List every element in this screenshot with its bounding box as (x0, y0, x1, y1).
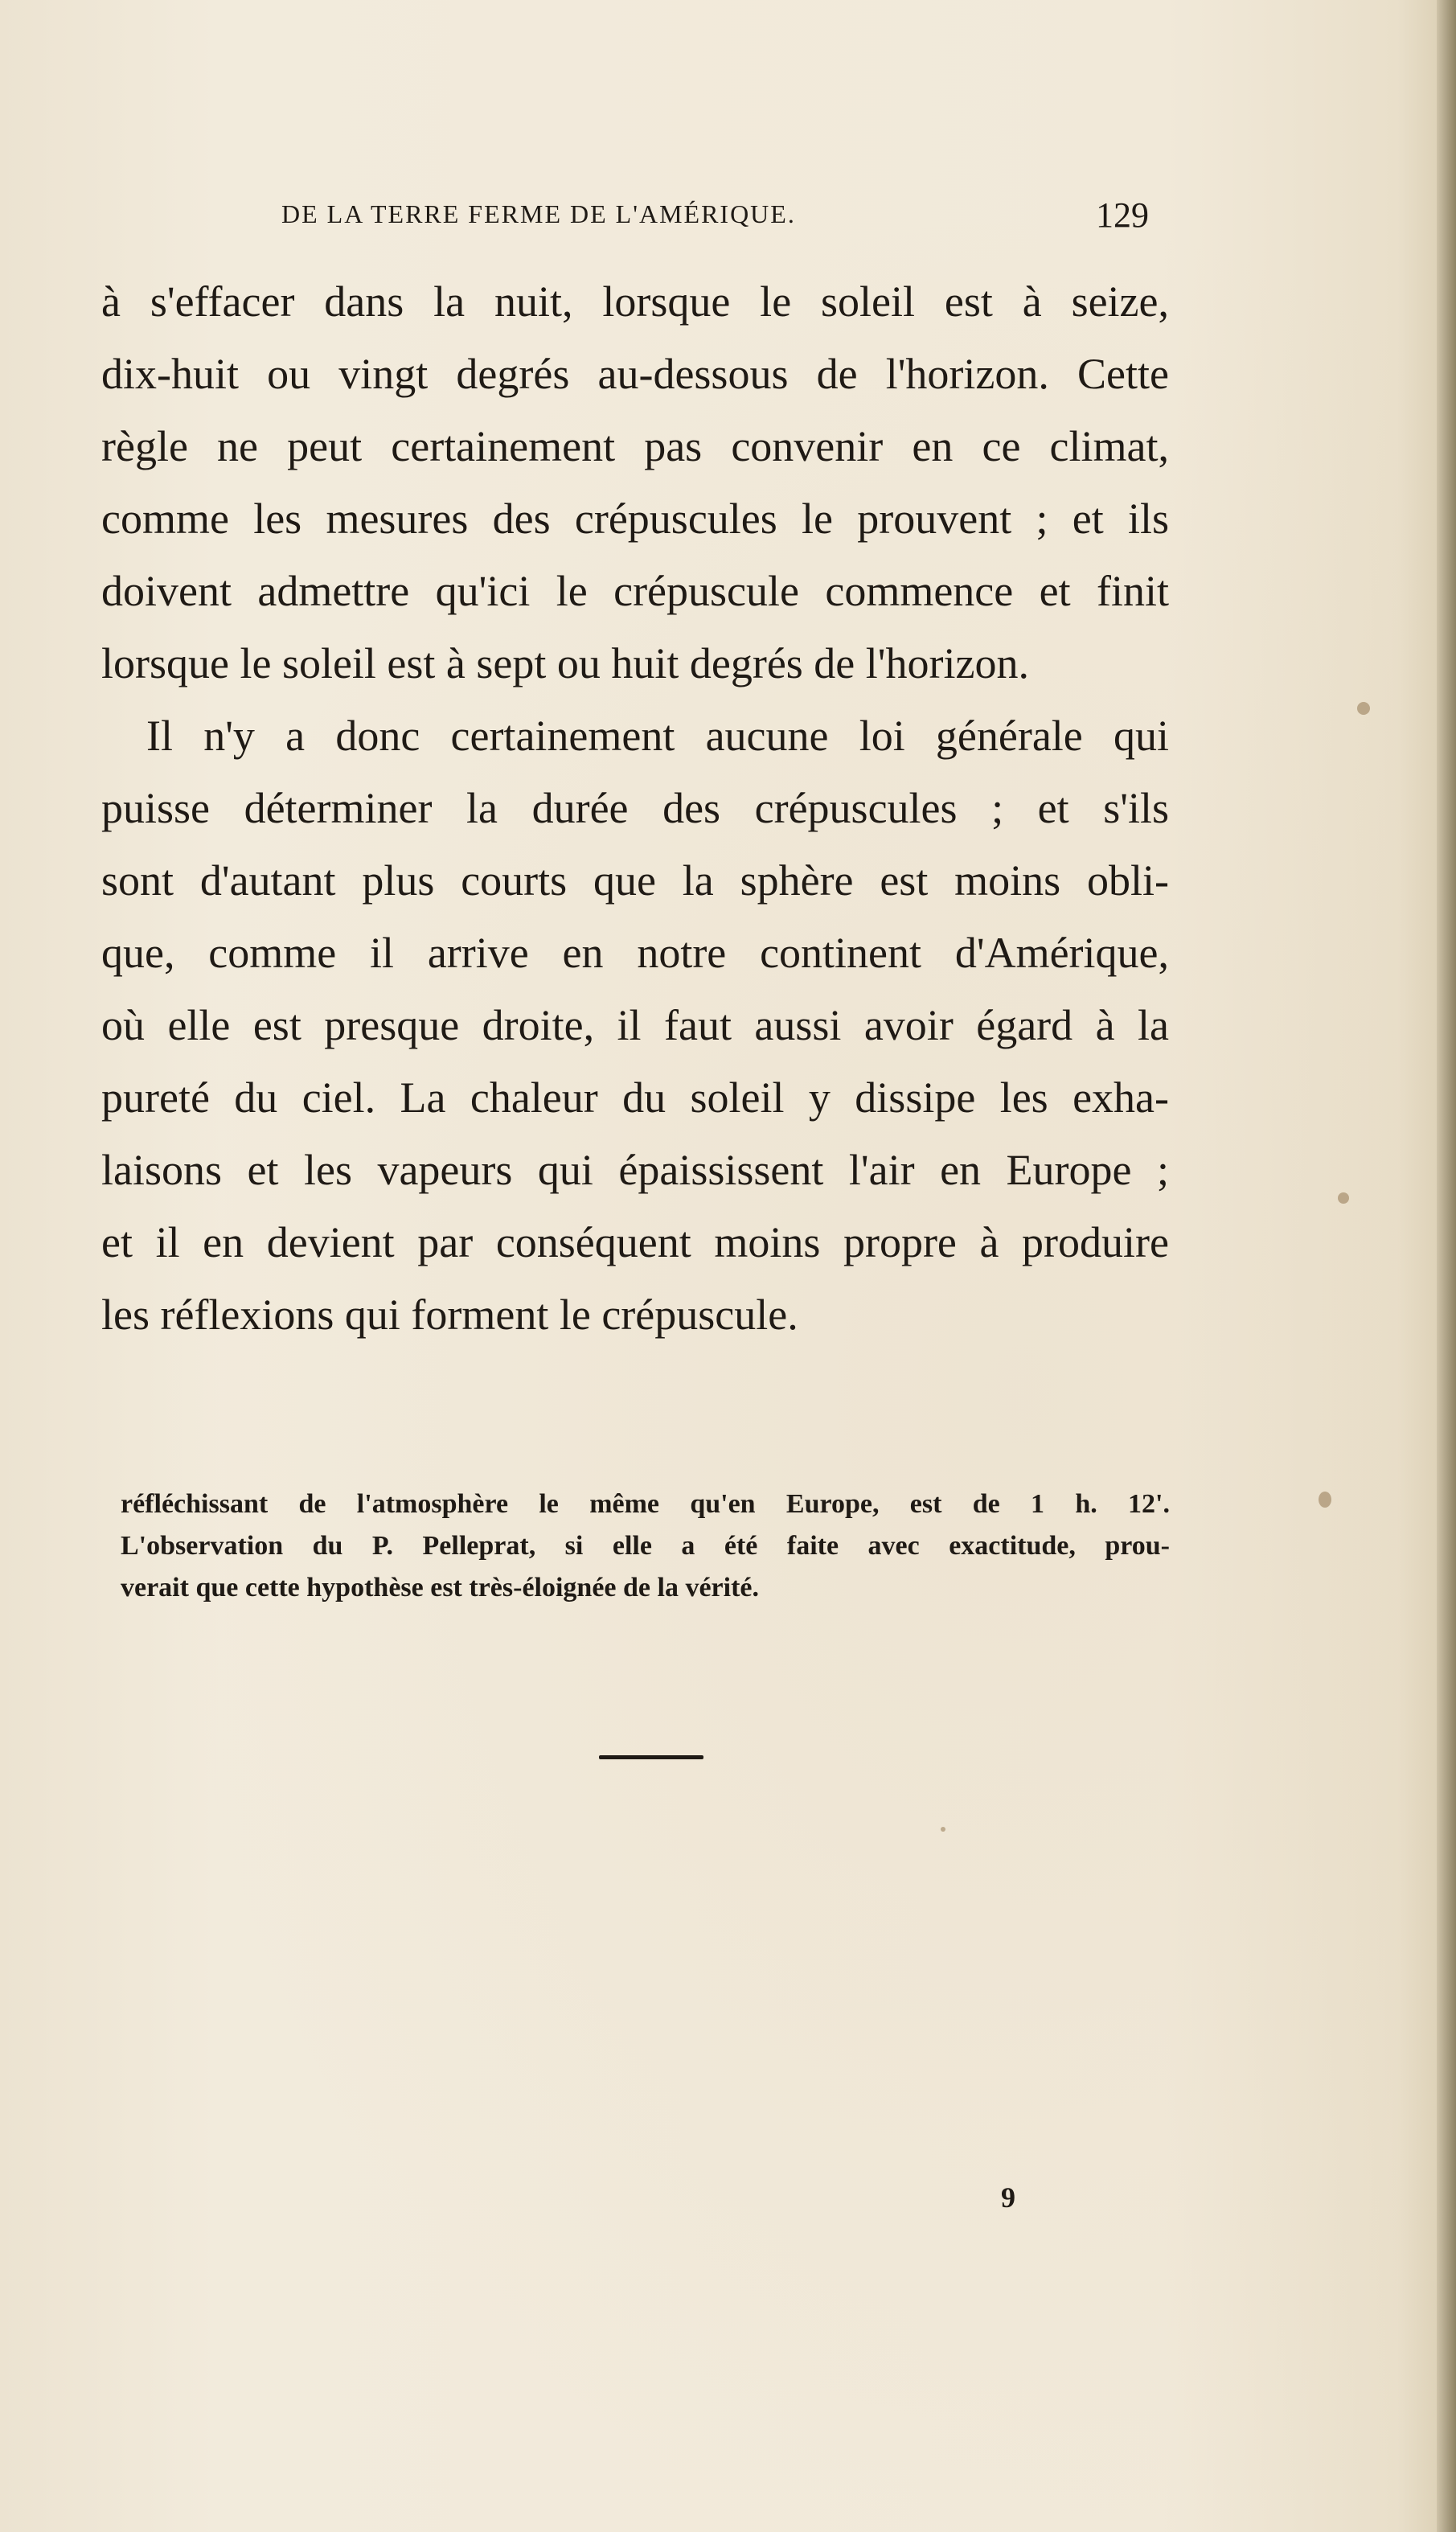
body-line: et il en devient par conséquent moins propre à produire (101, 1218, 1169, 1266)
body-text (101, 265, 1169, 1351)
body-line: comme les mesures des crépuscules le prouvent ; et ils (101, 494, 1169, 543)
body-line: les réflexions qui forment le crépuscule. (101, 1291, 798, 1339)
body-line: laisons et les vapeurs qui épaississent l'air en Europe ; (101, 1146, 1169, 1194)
page-number: 129 (1096, 195, 1149, 235)
body-line: lorsque le soleil est à sept ou huit degrés de l'horizon. (101, 639, 1029, 687)
page-gutter-shadow (1437, 0, 1456, 2532)
body-line: puisse déterminer la durée des crépuscules ; et s'ils (101, 784, 1169, 832)
body-line: dix-huit ou vingt degrés au-dessous de l'horizon. Cette (101, 350, 1169, 398)
body-line: sont d'autant plus courts que la sphère est moins obli- (101, 856, 1169, 905)
body-line: où elle est presque droite, il faut aussi avoir égard à la (101, 1001, 1169, 1049)
footnote-line: verait que cette hypothèse est très-éloignée de la vérité. (121, 1573, 760, 1603)
body-line: à s'effacer dans la nuit, lorsque le soleil est à seize, (101, 277, 1169, 326)
paper-speck (1319, 1492, 1331, 1508)
body-line: que, comme il arrive en notre continent d'Amérique, (101, 929, 1169, 977)
footnote-line: L'observation du P. Pelleprat, si elle a été faite avec exactitude, prou- (121, 1531, 1170, 1561)
paper-speck (1357, 702, 1370, 715)
footnote-line: réfléchissant de l'atmosphère le même qu'en Europe, est de 1 h. 12'. (121, 1489, 1170, 1519)
body-line: pureté du ciel. La chaleur du soleil y dissipe les exha- (101, 1073, 1169, 1122)
paper-speck (941, 1827, 945, 1832)
body-line: règle ne peut certainement pas convenir en ce climat, (101, 422, 1169, 470)
signature-mark: 9 (1001, 2181, 1015, 2214)
page-header (0, 195, 1456, 248)
body-line: doivent admettre qu'ici le crépuscule commence et finit (101, 567, 1169, 615)
body-line: Il n'y a donc certainement aucune loi générale qui (146, 712, 1169, 760)
paper-speck (1338, 1192, 1349, 1204)
section-rule (599, 1755, 703, 1759)
running-head: DE LA TERRE FERME DE L'AMÉRIQUE. (281, 199, 796, 228)
footnote (121, 1483, 1170, 1609)
